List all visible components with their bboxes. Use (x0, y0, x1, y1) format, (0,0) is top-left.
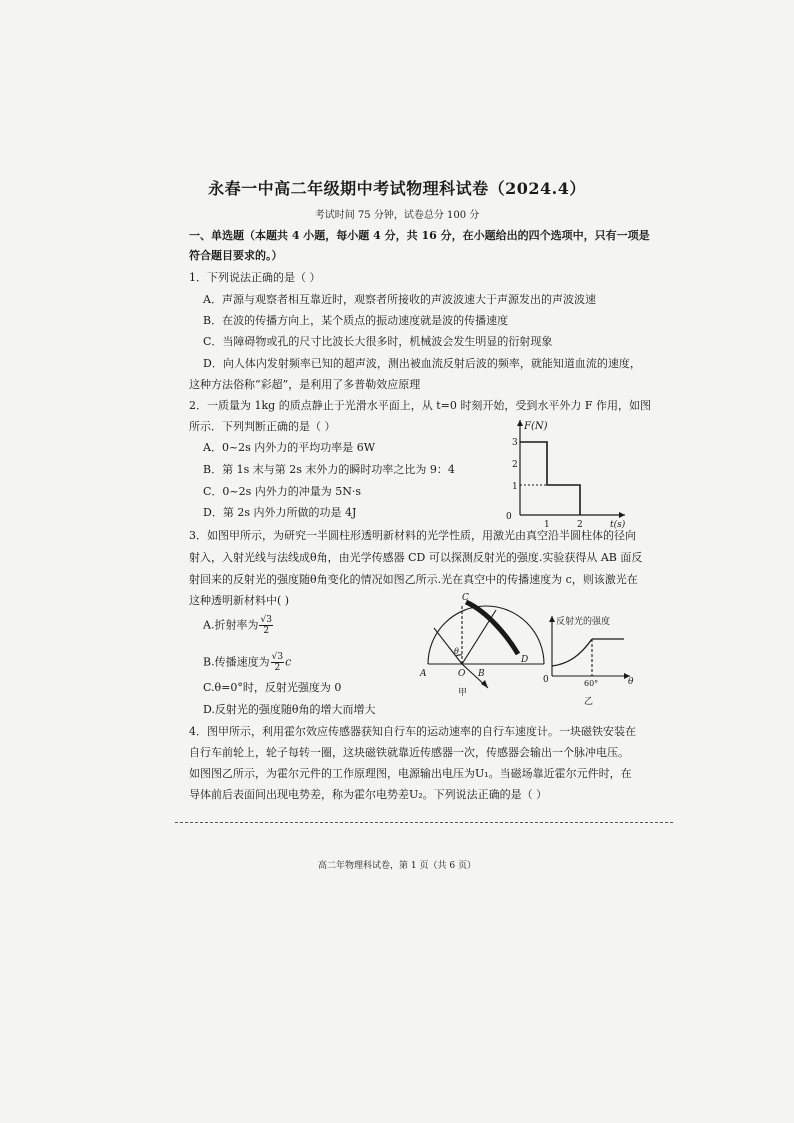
label-d: D (521, 655, 529, 665)
section-heading-line2: 符合题目要求的。） (189, 249, 283, 262)
q3-option-b (203, 652, 291, 673)
q2-graph-ytick-2: 2 (512, 460, 518, 470)
fraction-denominator: 2 (263, 626, 270, 636)
y-axis-arrow (549, 616, 555, 622)
q4-line1: 4．图甲所示，利用霍尔效应传感器获知自行车的运动速率的自行车速度计。一块磁铁安装在 (189, 725, 636, 738)
q3-option-a-fraction (259, 615, 272, 636)
caption-jia: 甲 (458, 688, 468, 698)
page-footer: 高二年物理科试卷，第 1 页（共 6 页） (318, 861, 476, 871)
q3-option-a-text: A.折射率为 (203, 618, 259, 632)
section-heading-line1: 一、单选题（本题共 4 小题，每小题 4 分，共 16 分，在小题给出的四个选项中，只有一项是 (189, 229, 650, 242)
q1-stem: 1．下列说法正确的是（ ） (189, 271, 321, 284)
q3-option-c: C.θ=0°时，反射光强度为 0 (203, 681, 342, 694)
label-b: B (478, 669, 485, 679)
q3-option-d: D.反射光的强度随θ角的增大而增大 (203, 703, 376, 716)
q1-option-c: C．当障碍物或孔的尺寸比波长大很多时，机械波会发生明显的衍射现象 (203, 335, 553, 348)
q2-stem-line2: 所示．下列判断正确的是（ ） (189, 420, 336, 433)
q2-graph-origin: 0 (506, 512, 512, 522)
q2-force-graph (500, 415, 630, 530)
label-c: C (462, 593, 469, 603)
q3-figure-jia (418, 592, 543, 710)
q3-option-b-text: B.传播速度为 (203, 655, 270, 669)
q1-option-d: D．向人体内发射频率已知的超声波，测出被血流反射后波的频率，就能知道血流的速度， (203, 357, 641, 370)
q2-option-b: B．第 1s 末与第 2s 末外力的瞬时功率之比为 9：4 (203, 463, 455, 476)
q3-option-a (203, 615, 274, 636)
q3-figure-yi (540, 612, 640, 710)
q1-option-b: B．在波的传播方向上，某个质点的振动速度就是波的传播速度 (203, 314, 509, 327)
q3-stem-line4: 这种透明新材料中( ) (189, 594, 290, 607)
refracted-ray-arrow (481, 680, 488, 688)
q2-option-d: D．第 2s 内外力所做的功是 4J (203, 506, 357, 519)
q4-line3: 如图图乙所示，为霍尔元件的工作原理图，电源输出电压为U₁。当磁场靠近霍尔元件时，在 (189, 767, 632, 780)
fraction-numerator: √3 (260, 615, 272, 625)
q4-line4: 导体前后表面间出现电势差，称为霍尔电势差U₂。下列说法正确的是（ ） (189, 788, 548, 801)
q3-option-b-suffix: c (285, 655, 292, 669)
yi-ylabel: 反射光的强度 (556, 617, 611, 627)
q2-graph-ylabel: F(N) (524, 421, 548, 432)
q3-option-b-fraction (271, 652, 284, 673)
label-theta: θ (454, 647, 459, 656)
q2-graph-xlabel: t(s) (610, 520, 626, 530)
x-axis-arrow (619, 512, 625, 518)
q2-stem-line1: 2．一质量为 1kg 的质点静止于光滑水平面上，从 t=0 时刻开始，受到水平外力 F 作用，如图 (189, 399, 651, 412)
q1-option-a: A．声源与观察者相互靠近时，观察者所接收的声波波速大于声源发出的声波波速 (203, 293, 596, 306)
label-a: A (420, 669, 427, 679)
caption-yi: 乙 (584, 697, 594, 707)
yi-origin: 0 (543, 675, 549, 685)
label-o: O (458, 669, 466, 679)
q3-stem-line2: 射入，入射光线与法线成θ角，由光学传感器 CD 可以探测反射光的强度.实验获得从 AB 面反 (189, 551, 643, 564)
q2-graph-ytick-3: 3 (512, 438, 518, 448)
fraction-numerator: √3 (271, 652, 284, 662)
yi-xlabel: θ (628, 677, 634, 687)
exam-subtitle: 考试时间 75 分钟，试卷总分 100 分 (314, 210, 480, 221)
y-axis-arrow (517, 420, 523, 426)
yi-tick-60: 60° (584, 679, 599, 688)
q1-option-d-cont: 这种方法俗称“彩超”，是利用了多普勒效应原理 (189, 378, 421, 391)
q2-option-a: A．0~2s 内外力的平均功率是 6W (203, 441, 376, 454)
q3-stem-line3: 射回来的反射光的强度随θ角变化的情况如图乙所示.光在真空中的传播速度为 c，则该激光在 (189, 573, 638, 586)
q3-stem-line1: 3．如图甲所示，为研究一半圆柱形透明新材料的光学性质，用激光由真空沿半圆柱体的径向 (189, 529, 636, 542)
page-separator (175, 822, 673, 823)
q4-line2: 自行车前轮上，轮子每转一圈，这块磁铁就靠近传感器一次，传感器会输出一个脉冲电压。 (189, 746, 629, 759)
fraction-denominator: 2 (274, 663, 281, 673)
q2-option-c: C．0~2s 内外力的冲量为 5N·s (203, 485, 362, 498)
exam-title: 永春一中高二年级期中考试物理科试卷（2024.4） (208, 179, 586, 198)
q2-graph-xtick-2: 2 (577, 520, 583, 530)
q2-graph-ytick-1: 1 (512, 482, 518, 492)
q2-graph-xtick-1: 1 (544, 520, 550, 530)
